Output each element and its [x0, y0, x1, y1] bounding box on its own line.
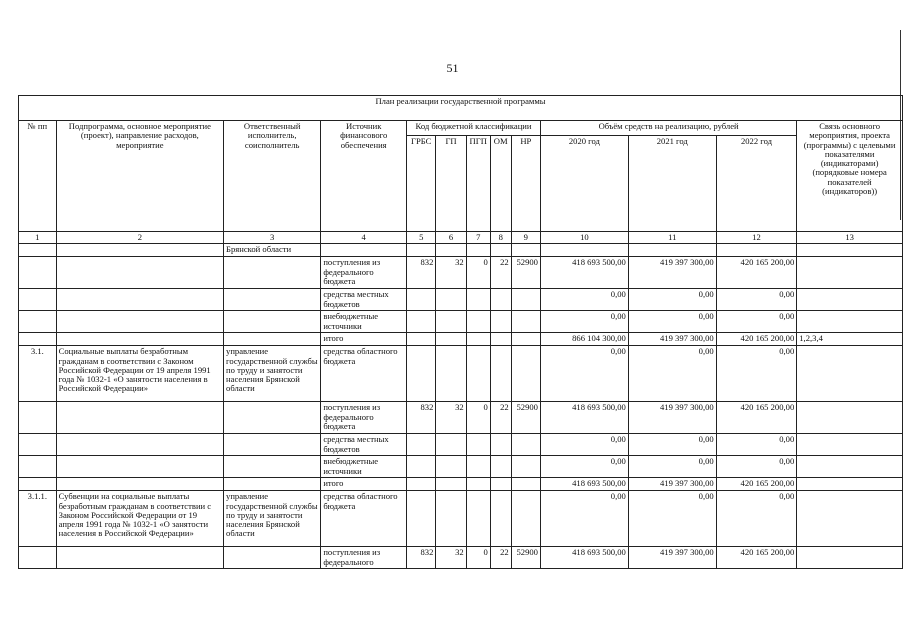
row-link: [797, 547, 903, 569]
header-source: Источник финансового обеспечения: [321, 121, 407, 232]
table-row: [19, 547, 903, 569]
row-link: [797, 456, 903, 478]
table-body: [19, 244, 903, 569]
row-value-2022: [716, 244, 797, 257]
row-value-2022: 420 165 200,00: [716, 478, 797, 491]
row-om: [490, 333, 511, 346]
row-value-2020: 418 693 500,00: [540, 257, 628, 289]
row-link: 1,2,3,4: [797, 333, 903, 346]
row-name: Субвенции на социальные выплаты безработным гражданам в соответствии с Законом Российской Федерации от 19 апреля 1991 года № 1032-1 «О занятости населения в Российской Федерации»: [56, 491, 223, 547]
row-source: внебюджетные источники: [321, 311, 407, 333]
header-2021: 2021 год: [628, 136, 716, 232]
row-gp: [436, 333, 466, 346]
row-source: внебюджетные источники: [321, 456, 407, 478]
header-budget-code: Код бюджетной классификации: [407, 121, 541, 136]
row-grbs: [407, 333, 436, 346]
row-grbs: [407, 478, 436, 491]
row-value-2020: 418 693 500,00: [540, 547, 628, 569]
row-grbs: [407, 434, 436, 456]
row-grbs: 832: [407, 257, 436, 289]
row-value-2021: 0,00: [628, 346, 716, 402]
row-pgp: [466, 491, 490, 547]
row-om: [490, 311, 511, 333]
row-source: средства областного бюджета: [321, 346, 407, 402]
row-executor: [224, 434, 321, 456]
row-np: [511, 244, 540, 257]
row-source: средства местных бюджетов: [321, 434, 407, 456]
row-gp: [436, 346, 466, 402]
header-2020: 2020 год: [540, 136, 628, 232]
row-om: 22: [490, 547, 511, 569]
row-pgp: 0: [466, 547, 490, 569]
row-gp: [436, 478, 466, 491]
row-source: средства местных бюджетов: [321, 289, 407, 311]
row-grbs: 832: [407, 547, 436, 569]
table-row: [19, 257, 903, 289]
row-value-2021: 0,00: [628, 434, 716, 456]
row-np: 52900: [511, 257, 540, 289]
row-value-2022: 0,00: [716, 434, 797, 456]
row-value-2021: [628, 244, 716, 257]
row-gp: [436, 289, 466, 311]
row-executor: [224, 257, 321, 289]
row-source: средства областного бюджета: [321, 491, 407, 547]
row-value-2020: 418 693 500,00: [540, 478, 628, 491]
row-gp: [436, 456, 466, 478]
table-row: [19, 244, 903, 257]
row-om: [490, 346, 511, 402]
row-om: [490, 434, 511, 456]
row-number: [19, 434, 57, 456]
row-name: [56, 478, 223, 491]
header-executor: Ответственный исполнитель, соисполнитель: [224, 121, 321, 232]
row-number: [19, 244, 57, 257]
row-np: [511, 311, 540, 333]
row-pgp: [466, 346, 490, 402]
row-value-2020: 866 104 300,00: [540, 333, 628, 346]
row-pgp: [466, 311, 490, 333]
header-pgp: ПГП: [466, 136, 490, 232]
column-number-row: [19, 232, 903, 244]
row-om: 22: [490, 402, 511, 434]
row-np: 52900: [511, 402, 540, 434]
row-np: [511, 333, 540, 346]
row-np: [511, 289, 540, 311]
row-np: [511, 434, 540, 456]
row-grbs: 832: [407, 402, 436, 434]
row-grbs: [407, 346, 436, 402]
column-number: 9: [511, 232, 540, 244]
row-value-2020: 0,00: [540, 311, 628, 333]
header-subprogram: Подпрограмма, основное мероприятие (проект), направление расходов, мероприятие: [56, 121, 223, 232]
row-number: [19, 257, 57, 289]
column-number: 13: [797, 232, 903, 244]
table-row: [19, 346, 903, 402]
column-number: 4: [321, 232, 407, 244]
column-number: 6: [436, 232, 466, 244]
table-row: [19, 434, 903, 456]
row-number: [19, 289, 57, 311]
header-volume: Объём средств на реализацию, рублей: [540, 121, 796, 136]
row-value-2020: 0,00: [540, 456, 628, 478]
row-name: Социальные выплаты безработным гражданам в соответствии с Законом Российской Федерации от 19 апреля 1991 года № 1032-1 «О занятости населения в Российской Федерации»: [56, 346, 223, 402]
table-title-row: [19, 96, 903, 121]
row-om: [490, 478, 511, 491]
row-value-2022: 420 165 200,00: [716, 333, 797, 346]
row-link: [797, 311, 903, 333]
row-value-2022: 420 165 200,00: [716, 257, 797, 289]
row-om: [490, 289, 511, 311]
table-title: План реализации государственной программы: [19, 96, 903, 121]
row-value-2022: 0,00: [716, 456, 797, 478]
row-executor: [224, 289, 321, 311]
table-row: [19, 478, 903, 491]
row-gp: [436, 434, 466, 456]
row-link: [797, 244, 903, 257]
row-link: [797, 491, 903, 547]
row-value-2022: 0,00: [716, 346, 797, 402]
row-value-2022: 420 165 200,00: [716, 402, 797, 434]
row-executor: [224, 311, 321, 333]
column-number: 2: [56, 232, 223, 244]
row-value-2021: 0,00: [628, 311, 716, 333]
row-value-2022: 0,00: [716, 491, 797, 547]
table-row: [19, 491, 903, 547]
row-executor: управление государственной службы по труду и занятости населения Брянской области: [224, 491, 321, 547]
page-number: 51: [446, 61, 459, 75]
row-grbs: [407, 244, 436, 257]
row-value-2022: 420 165 200,00: [716, 547, 797, 569]
row-grbs: [407, 491, 436, 547]
row-executor: управление государственной службы по труду и занятости населения Брянской области: [224, 346, 321, 402]
row-value-2020: 0,00: [540, 434, 628, 456]
row-gp: [436, 491, 466, 547]
row-name: [56, 402, 223, 434]
row-source: итого: [321, 333, 407, 346]
row-executor: [224, 402, 321, 434]
row-value-2021: 419 397 300,00: [628, 547, 716, 569]
row-number: [19, 402, 57, 434]
row-source: [321, 244, 407, 257]
row-link: [797, 402, 903, 434]
header-grbs: ГРБС: [407, 136, 436, 232]
row-name: [56, 244, 223, 257]
budget-plan-sheet: [18, 95, 903, 595]
row-name: [56, 257, 223, 289]
row-value-2020: 0,00: [540, 289, 628, 311]
row-name: [56, 289, 223, 311]
table-row: [19, 333, 903, 346]
row-source: поступления из федерального бюджета: [321, 257, 407, 289]
header-2022: 2022 год: [716, 136, 797, 232]
table-row: [19, 289, 903, 311]
row-grbs: [407, 289, 436, 311]
row-pgp: [466, 478, 490, 491]
row-source: поступления из федерального: [321, 547, 407, 569]
row-name: [56, 333, 223, 346]
row-number: [19, 311, 57, 333]
row-value-2021: 419 397 300,00: [628, 402, 716, 434]
row-grbs: [407, 311, 436, 333]
row-value-2020: 0,00: [540, 346, 628, 402]
row-pgp: [466, 244, 490, 257]
table-row: [19, 311, 903, 333]
row-value-2021: 0,00: [628, 491, 716, 547]
row-name: [56, 434, 223, 456]
row-pgp: 0: [466, 402, 490, 434]
row-number: 3.1.: [19, 346, 57, 402]
row-pgp: [466, 456, 490, 478]
row-link: [797, 346, 903, 402]
row-value-2022: 0,00: [716, 311, 797, 333]
row-link: [797, 257, 903, 289]
header-row-1: [19, 121, 903, 136]
row-number: [19, 456, 57, 478]
row-source: итого: [321, 478, 407, 491]
row-name: [56, 456, 223, 478]
row-grbs: [407, 456, 436, 478]
column-number: 8: [490, 232, 511, 244]
row-link: [797, 478, 903, 491]
row-executor: [224, 547, 321, 569]
row-gp: [436, 311, 466, 333]
row-om: [490, 456, 511, 478]
row-om: [490, 491, 511, 547]
row-om: 22: [490, 257, 511, 289]
header-om: ОМ: [490, 136, 511, 232]
row-executor: Брянской области: [224, 244, 321, 257]
row-value-2021: 419 397 300,00: [628, 257, 716, 289]
column-number: 1: [19, 232, 57, 244]
row-name: [56, 547, 223, 569]
row-value-2021: 0,00: [628, 289, 716, 311]
row-gp: 32: [436, 257, 466, 289]
table-row: [19, 402, 903, 434]
row-value-2020: [540, 244, 628, 257]
row-value-2020: 0,00: [540, 491, 628, 547]
row-pgp: [466, 434, 490, 456]
header-link: Связь основного мероприятия, проекта (программы) с целевыми показателями (индикаторами) (порядковые номера показателей (индикаторов)): [797, 121, 903, 232]
row-value-2021: 419 397 300,00: [628, 333, 716, 346]
row-number: [19, 478, 57, 491]
row-value-2022: 0,00: [716, 289, 797, 311]
row-gp: 32: [436, 402, 466, 434]
row-value-2021: 0,00: [628, 456, 716, 478]
header-np: НР: [511, 136, 540, 232]
row-number: [19, 333, 57, 346]
row-np: [511, 346, 540, 402]
row-np: 52900: [511, 547, 540, 569]
row-np: [511, 491, 540, 547]
row-np: [511, 456, 540, 478]
header-num: № пп: [19, 121, 57, 232]
header-gp: ГП: [436, 136, 466, 232]
row-pgp: [466, 289, 490, 311]
row-value-2021: 419 397 300,00: [628, 478, 716, 491]
row-source: поступления из федерального бюджета: [321, 402, 407, 434]
column-number: 12: [716, 232, 797, 244]
row-value-2020: 418 693 500,00: [540, 402, 628, 434]
row-name: [56, 311, 223, 333]
column-number: 5: [407, 232, 436, 244]
column-number: 11: [628, 232, 716, 244]
column-number: 7: [466, 232, 490, 244]
row-gp: 32: [436, 547, 466, 569]
budget-plan-table: [18, 95, 903, 569]
row-pgp: [466, 333, 490, 346]
column-number: 10: [540, 232, 628, 244]
row-om: [490, 244, 511, 257]
row-pgp: 0: [466, 257, 490, 289]
table-row: [19, 456, 903, 478]
row-executor: [224, 333, 321, 346]
row-number: [19, 547, 57, 569]
row-executor: [224, 478, 321, 491]
row-number: 3.1.1.: [19, 491, 57, 547]
row-np: [511, 478, 540, 491]
column-number: 3: [224, 232, 321, 244]
row-executor: [224, 456, 321, 478]
row-gp: [436, 244, 466, 257]
row-link: [797, 289, 903, 311]
row-link: [797, 434, 903, 456]
